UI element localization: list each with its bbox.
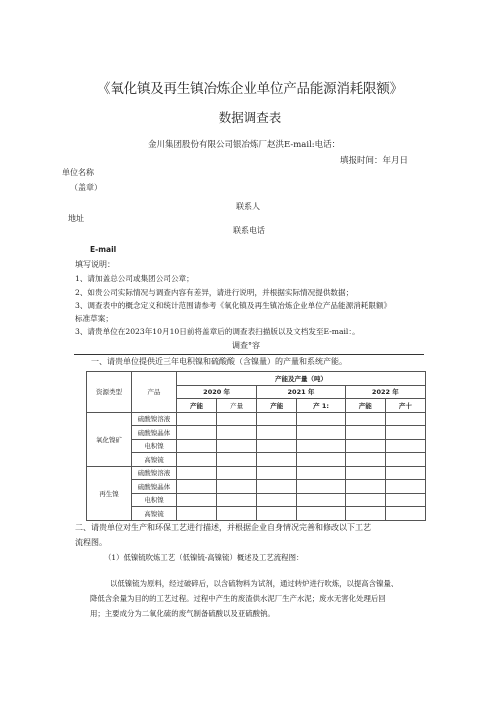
notes-heading: 填写说明： (75, 260, 115, 269)
data-cell[interactable] (297, 453, 345, 467)
data-cell[interactable] (385, 507, 425, 521)
data-cell[interactable] (345, 507, 385, 521)
product-cell: 硫酸镍溶液 (132, 466, 177, 480)
table-row (87, 412, 426, 426)
process-paragraph-line: 以低镍锍为原料，经过破碎后，以含硫物料为试剂，通过转炉进行吹炼，以提高含镍量、 (110, 579, 399, 588)
data-cell[interactable] (345, 412, 385, 426)
product-cell: 高镍锍 (132, 507, 177, 521)
note-item: 2、如贵公司实际情况与调查内容有差异，请进行说明，并根据实际情况提供数据； (75, 288, 354, 297)
data-cell[interactable] (217, 453, 257, 467)
data-cell[interactable] (345, 426, 385, 440)
data-cell[interactable] (177, 480, 217, 494)
data-cell[interactable] (297, 412, 345, 426)
resource-cell: 氧化镍矿 (87, 412, 132, 466)
data-cell[interactable] (345, 466, 385, 480)
document-title: 《氧化镇及再生镇冶炼企业单位产品能源消耗限额》 (97, 81, 403, 97)
process-paragraph-line: 用；主要成分为二氧化硫的废气制备硫酸以及亚硫酸钠。 (90, 609, 275, 618)
table-row (87, 493, 426, 507)
table-row (87, 426, 426, 440)
data-cell[interactable] (345, 493, 385, 507)
year-header: 2020 年 (177, 385, 257, 399)
data-cell[interactable] (217, 493, 257, 507)
subheader-cell: 产十 (385, 399, 425, 413)
email-label: E-mail (90, 245, 117, 254)
col-product-header: 产品 (132, 372, 177, 413)
table-row (87, 439, 426, 453)
fill-date: 填报时间：年月日 (340, 156, 409, 166)
data-cell[interactable] (297, 426, 345, 440)
table-row (87, 453, 426, 467)
data-cell[interactable] (345, 480, 385, 494)
table-row (87, 480, 426, 494)
company-line: 金川集团股份有限公司银冶炼厂赵洪E-mail:电话： (148, 140, 341, 150)
data-cell[interactable] (217, 480, 257, 494)
data-cell[interactable] (385, 493, 425, 507)
data-cell[interactable] (385, 439, 425, 453)
document-subtitle: 数据调查表 (218, 110, 282, 125)
product-cell: 电积镍 (132, 439, 177, 453)
data-cell[interactable] (177, 507, 217, 521)
data-cell[interactable] (177, 466, 217, 480)
data-cell[interactable] (385, 426, 425, 440)
data-cell[interactable] (217, 439, 257, 453)
contact-person-label: 联系人 (236, 202, 260, 211)
subheader-cell: 产量 (217, 399, 257, 413)
data-cell[interactable] (217, 507, 257, 521)
section2-title-line1: 二、请贵单位对生产和环保工艺进行描述，并根据企业自身情况完善和修改以下工艺 (75, 523, 371, 532)
data-cell[interactable] (177, 453, 217, 467)
production-table (86, 371, 426, 521)
data-cell[interactable] (217, 466, 257, 480)
data-cell[interactable] (297, 507, 345, 521)
section2-subtitle: （1）低镍锍吹炼工艺（低镍锍-高镍锍）概述及工艺流程图： (104, 553, 304, 562)
data-cell[interactable] (217, 426, 257, 440)
col-resource-header: 资源类型 (87, 372, 132, 413)
product-cell: 硫酸镍溶液 (132, 412, 177, 426)
note-item: 3、调查表中的概念定义和统计范围请参考《氧化镇及再生镇冶炼企业单位产品能源消耗限额》 (75, 301, 392, 310)
subheader-cell: 产能 (257, 399, 297, 413)
data-cell[interactable] (257, 439, 297, 453)
contact-phone-label: 联系电话 (233, 226, 265, 235)
section-header: 调查°容 (232, 341, 260, 350)
note-item: 3、请贵单位在2023年10月10日前将盖章后的调查表扫描版以及文档发至E-mail：。 (75, 327, 360, 336)
data-cell[interactable] (177, 426, 217, 440)
subheader-cell: 产 1: (297, 399, 345, 413)
process-paragraph-line: 降低含余量为目的的工艺过程。过程中产生的废渣供水泥厂生产水泥；废水无害化处理后回 (90, 594, 386, 603)
table-row (87, 466, 426, 480)
data-cell[interactable] (297, 466, 345, 480)
section-divider (74, 354, 424, 355)
data-cell[interactable] (257, 466, 297, 480)
data-cell[interactable] (385, 480, 425, 494)
data-cell[interactable] (177, 412, 217, 426)
data-cell[interactable] (297, 439, 345, 453)
col-group-header: 产能及产量（吨） (177, 372, 426, 386)
data-cell[interactable] (257, 426, 297, 440)
year-header: 2021 年 (257, 385, 346, 399)
data-cell[interactable] (257, 507, 297, 521)
data-cell[interactable] (177, 439, 217, 453)
seal-label: （盖章） (70, 183, 102, 192)
year-header: 2022 年 (345, 385, 425, 399)
data-cell[interactable] (385, 412, 425, 426)
product-cell: 硫酸镍晶体 (132, 480, 177, 494)
address-label: 地址 (68, 214, 84, 223)
table-row (87, 507, 426, 521)
data-cell[interactable] (385, 466, 425, 480)
product-cell: 电积镍 (132, 493, 177, 507)
note-item: 1、请加盖总公司或集团公司公章； (75, 274, 194, 283)
data-cell[interactable] (257, 412, 297, 426)
note-item: 标准草案； (75, 314, 113, 323)
data-cell[interactable] (257, 453, 297, 467)
data-cell[interactable] (297, 480, 345, 494)
unit-name-label: 单位名称 (62, 168, 94, 177)
resource-cell: 再生镍 (87, 466, 132, 520)
product-cell: 高镍锍 (132, 453, 177, 467)
data-cell[interactable] (257, 493, 297, 507)
subheader-cell: 产能 (177, 399, 217, 413)
data-cell[interactable] (345, 453, 385, 467)
data-cell[interactable] (345, 439, 385, 453)
data-cell[interactable] (257, 480, 297, 494)
product-cell: 硫酸镍晶体 (132, 426, 177, 440)
section2-title-line2: 流程图。 (75, 538, 107, 547)
data-cell[interactable] (177, 493, 217, 507)
section1-title: 一、请贵单位提供近三年电积镍和硫酸酸（含镍量）的产量和系统产能。 (91, 357, 347, 366)
data-cell[interactable] (217, 412, 257, 426)
data-cell[interactable] (297, 493, 345, 507)
data-cell[interactable] (385, 453, 425, 467)
subheader-cell: 产能 (345, 399, 385, 413)
